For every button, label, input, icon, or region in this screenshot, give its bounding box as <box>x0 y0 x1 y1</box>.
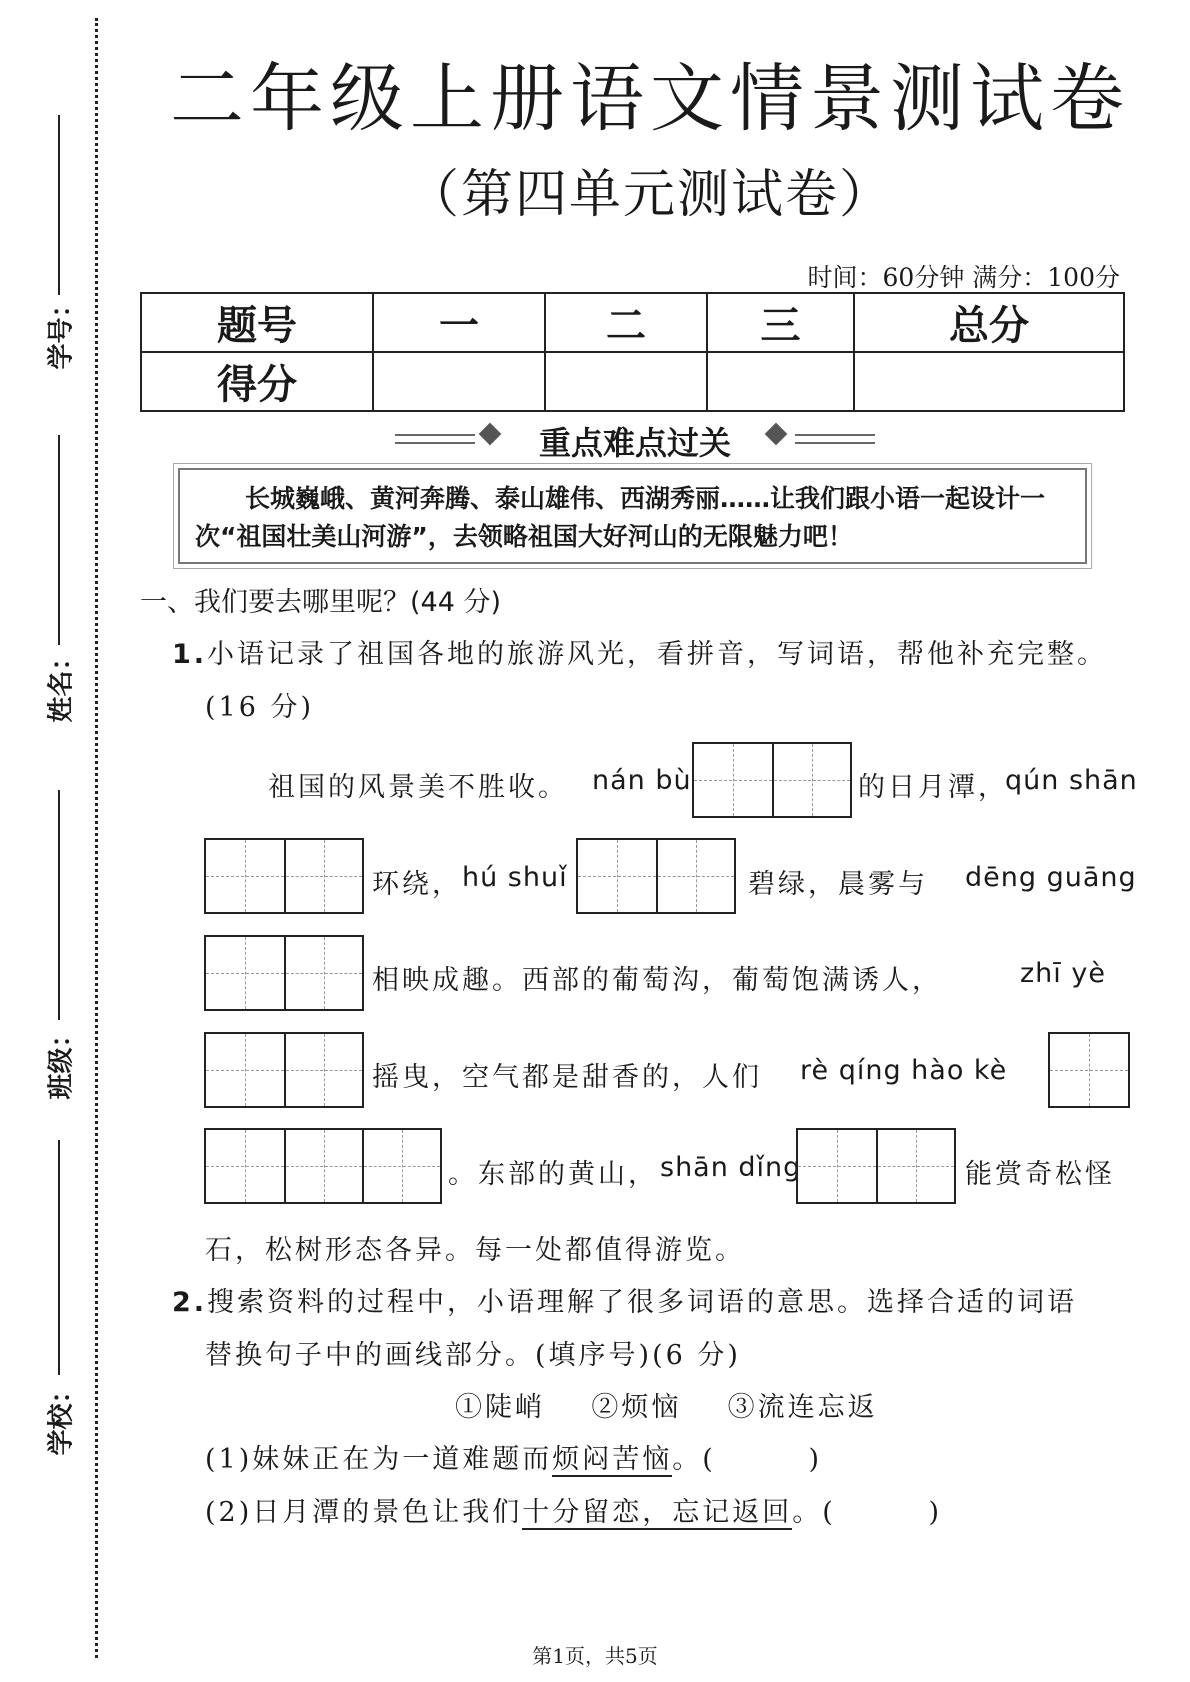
q1-text-line2b: 碧绿，晨雾与 <box>748 869 928 900</box>
q2-s1-text: (1)妹妹正在为一道难题而 <box>205 1444 553 1475</box>
grid-cell[interactable] <box>798 1130 876 1202</box>
grid-cell[interactable] <box>206 937 284 1009</box>
q2-s1-answer-blank[interactable]: 。( ) <box>672 1444 822 1475</box>
pinyin-re-qing-hao-ke: rè qíng hào kè <box>800 1055 1008 1086</box>
class-label: 班级： <box>46 1021 77 1100</box>
q1-number: 1. <box>172 639 208 670</box>
answer-grid-re-qing-hao-ke-part1[interactable] <box>1048 1032 1130 1108</box>
q1-text-line4a: 摇曳，空气都是甜香的，人们 <box>372 1062 762 1093</box>
name-line <box>58 435 60 645</box>
q1-text-line2a: 环绕， <box>372 869 462 900</box>
student-no-line <box>58 115 60 295</box>
intro-text: 长城巍峨、黄河奔腾、泰山雄伟、西湖秀丽……让我们跟小语一起设计一次“祖国壮美山河游”，去领略祖国大好河山的无限魅力吧！ <box>195 484 1046 551</box>
grid-cell[interactable] <box>362 1130 440 1202</box>
score-input-cell[interactable] <box>373 352 545 411</box>
grid-cell[interactable] <box>206 1130 284 1202</box>
name-label: 姓名： <box>46 644 77 723</box>
pinyin-qun-shan: qún shān <box>1005 765 1138 796</box>
q1-text-line3a: 相映成趣。西部的葡萄沟，葡萄饱满诱人， <box>372 965 942 996</box>
grid-cell[interactable] <box>876 1130 954 1202</box>
grid-cell[interactable] <box>656 840 734 912</box>
q2-sentence2 <box>205 1490 942 1529</box>
score-header-cell: 二 <box>545 293 707 352</box>
time-info: 时间：60分钟 满分：100分 <box>807 263 1120 292</box>
pinyin-deng-guang: dēng guāng <box>965 862 1137 893</box>
q2-text-line2: 替换句子中的画线部分。(填序号)(6 分) <box>205 1340 741 1371</box>
pinyin-shan-ding: shān dǐng <box>660 1152 802 1183</box>
pinyin-nan-bu: nán bù <box>592 765 692 796</box>
score-input-cell[interactable] <box>854 352 1124 411</box>
school-line <box>58 1140 60 1375</box>
grid-cell[interactable] <box>284 937 362 1009</box>
q2-options: ①陡峭 ②烦恼 ③流连忘返 <box>455 1392 878 1423</box>
q2-prompt <box>172 1280 1077 1319</box>
grid-cell[interactable] <box>578 840 656 912</box>
class-line <box>58 790 60 1020</box>
score-header-cell: 一 <box>373 293 545 352</box>
pinyin-zhi-ye: zhī yè <box>1020 958 1106 989</box>
score-table-score-row <box>141 352 1124 411</box>
section-banner: 重点难点过关 <box>538 424 731 462</box>
answer-grid-hu-shui[interactable] <box>576 838 736 914</box>
grid-cell[interactable] <box>284 840 362 912</box>
q1-points: (16 分) <box>205 692 315 723</box>
score-header-cell: 三 <box>707 293 854 352</box>
answer-grid-deng-guang[interactable] <box>204 935 364 1011</box>
score-table <box>140 292 1125 412</box>
pinyin-hu-shui: hú shuǐ <box>462 862 568 893</box>
q2-text: 搜索资料的过程中，小语理解了很多词语的意思。选择合适的词语 <box>207 1287 1078 1318</box>
score-header-cell: 总分 <box>854 293 1124 352</box>
score-input-cell[interactable] <box>707 352 854 411</box>
q1-text-line6: 石，松树形态各异。每一处都值得游览。 <box>205 1235 745 1266</box>
grid-cell[interactable] <box>694 744 772 816</box>
banner-right-rule <box>795 434 875 444</box>
answer-grid-re-qing-hao-ke-part2[interactable] <box>204 1128 442 1204</box>
q2-sentence1 <box>205 1437 822 1476</box>
answer-grid-zhi-ye[interactable] <box>204 1032 364 1108</box>
q1-text: 小语记录了祖国各地的旅游风光，看拼音，写词语，帮他补充完整。 <box>207 639 1108 670</box>
grid-cell[interactable] <box>284 1130 362 1202</box>
grid-cell[interactable] <box>1050 1034 1128 1106</box>
score-header-cell: 题号 <box>141 293 373 352</box>
grid-cell[interactable] <box>206 1034 284 1106</box>
answer-grid-nan-bu[interactable] <box>692 742 852 818</box>
q2-number: 2. <box>172 1287 208 1318</box>
answer-grid-shan-ding[interactable] <box>796 1128 956 1204</box>
q1-text-line1a: 祖国的风景美不胜收。 <box>268 772 568 803</box>
q2-s2-answer-blank[interactable]: 。( ) <box>792 1497 942 1528</box>
q1-text-line5b: 能赏奇松怪 <box>965 1159 1115 1190</box>
q1-prompt <box>172 632 1107 671</box>
score-row-label: 得分 <box>141 352 373 411</box>
grid-cell[interactable] <box>206 840 284 912</box>
school-label: 学校： <box>46 1377 77 1456</box>
student-no-label: 学号： <box>46 291 77 370</box>
q2-s1-underlined: 烦闷苦恼 <box>552 1444 673 1475</box>
q1-text-line5a: 。东部的黄山， <box>448 1159 658 1190</box>
q2-s2-underlined: 十分留恋，忘记返回 <box>522 1497 793 1528</box>
grid-cell[interactable] <box>284 1034 362 1106</box>
binding-dashed-line <box>95 18 98 1658</box>
q2-s2-text: (2)日月潭的景色让我们 <box>205 1497 523 1528</box>
section1-heading: 一、我们要去哪里呢？(44 分) <box>140 587 502 618</box>
page-title: 二年级上册语文情景测试卷 <box>170 56 1130 142</box>
score-table-header-row <box>141 293 1124 352</box>
answer-grid-qun-shan[interactable] <box>204 838 364 914</box>
grid-cell[interactable] <box>772 744 850 816</box>
page-subtitle: （第四单元测试卷） <box>406 165 893 225</box>
score-input-cell[interactable] <box>545 352 707 411</box>
q1-text-line1b: 的日月潭， <box>858 772 1008 803</box>
page-footer: 第1页，共5页 <box>532 1644 658 1668</box>
